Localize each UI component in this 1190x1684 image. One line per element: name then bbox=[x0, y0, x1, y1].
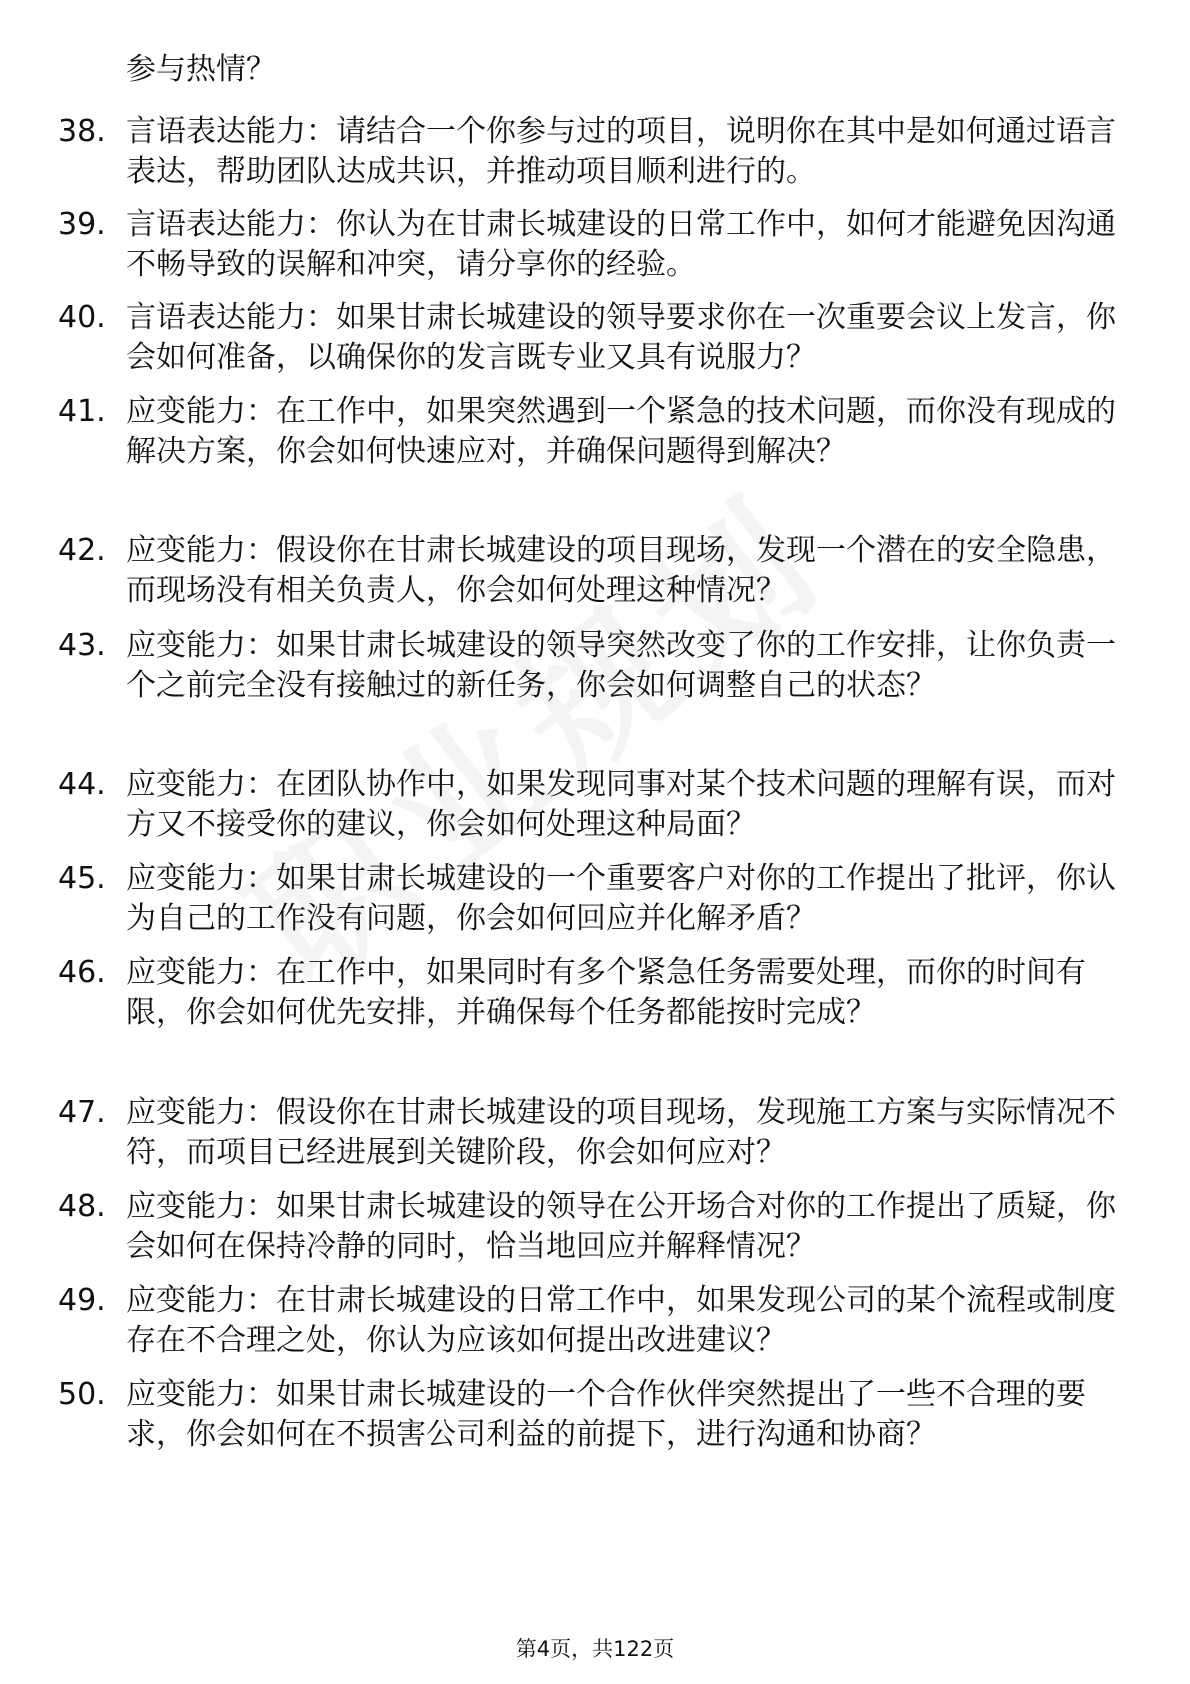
question-text: 言语表达能力：如果甘肃长城建设的领导要求你在一次重要会议上发言，你会如何准备，以确保你的发言既专业又具有说服力？ bbox=[126, 300, 1116, 375]
question-number: 44. bbox=[58, 767, 106, 802]
question-text: 言语表达能力：请结合一个你参与过的项目，说明你在其中是如何通过语言表达，帮助团队达成共识，并推动项目顺利进行的。 bbox=[126, 114, 1116, 189]
question-number: 40. bbox=[58, 300, 106, 335]
question-number: 45. bbox=[58, 861, 106, 896]
question-number: 46. bbox=[58, 955, 106, 990]
question-text: 应变能力：如果甘肃长城建设的一个重要客户对你的工作提出了批评，你认为自己的工作没有问题，你会如何回应并化解矛盾？ bbox=[126, 861, 1116, 936]
question-number: 43. bbox=[58, 628, 106, 663]
question-number: 50. bbox=[58, 1377, 106, 1412]
question-number: 42. bbox=[58, 533, 106, 568]
question-text: 应变能力：如果甘肃长城建设的领导在公开场合对你的工作提出了质疑，你会如何在保持冷静的同时，恰当地回应并解释情况？ bbox=[126, 1189, 1116, 1264]
question-number: 48. bbox=[58, 1189, 106, 1224]
question-number: 49. bbox=[58, 1283, 106, 1318]
question-text: 应变能力：在工作中，如果同时有多个紧急任务需要处理，而你的时间有限，你会如何优先安排，并确保每个任务都能按时完成？ bbox=[126, 955, 1086, 1030]
question-text: 应变能力：假设你在甘肃长城建设的项目现场，发现施工方案与实际情况不符，而项目已经进展到关键阶段，你会如何应对？ bbox=[126, 1095, 1116, 1170]
question-number: 38. bbox=[58, 114, 106, 149]
question-text: 应变能力：在团队协作中，如果发现同事对某个技术问题的理解有误，而对方又不接受你的建议，你会如何处理这种局面？ bbox=[126, 767, 1116, 842]
question-text: 应变能力：在工作中，如果突然遇到一个紧急的技术问题，而你没有现成的解决方案，你会如何快速应对，并确保问题得到解决？ bbox=[126, 394, 1116, 469]
question-number: 39. bbox=[58, 207, 106, 242]
question-number: 41. bbox=[58, 394, 106, 429]
question-text: 应变能力：在甘肃长城建设的日常工作中，如果发现公司的某个流程或制度存在不合理之处，你认为应该如何提出改进建议？ bbox=[126, 1283, 1116, 1358]
continued-text: 参与热情？ bbox=[126, 52, 276, 87]
question-text: 应变能力：假设你在甘肃长城建设的项目现场，发现一个潜在的安全隐患，而现场没有相关负责人，你会如何处理这种情况？ bbox=[126, 533, 1116, 608]
question-text: 应变能力：如果甘肃长城建设的领导突然改变了你的工作安排，让你负责一个之前完全没有接触过的新任务，你会如何调整自己的状态？ bbox=[126, 628, 1116, 703]
question-text: 言语表达能力：你认为在甘肃长城建设的日常工作中，如何才能避免因沟通不畅导致的误解和冲突，请分享你的经验。 bbox=[126, 207, 1116, 282]
question-number: 47. bbox=[58, 1095, 106, 1130]
question-text: 应变能力：如果甘肃长城建设的一个合作伙伴突然提出了一些不合理的要求，你会如何在不损害公司利益的前提下，进行沟通和协商？ bbox=[126, 1377, 1086, 1452]
page-footer: 第4页，共122页 bbox=[515, 1637, 675, 1661]
